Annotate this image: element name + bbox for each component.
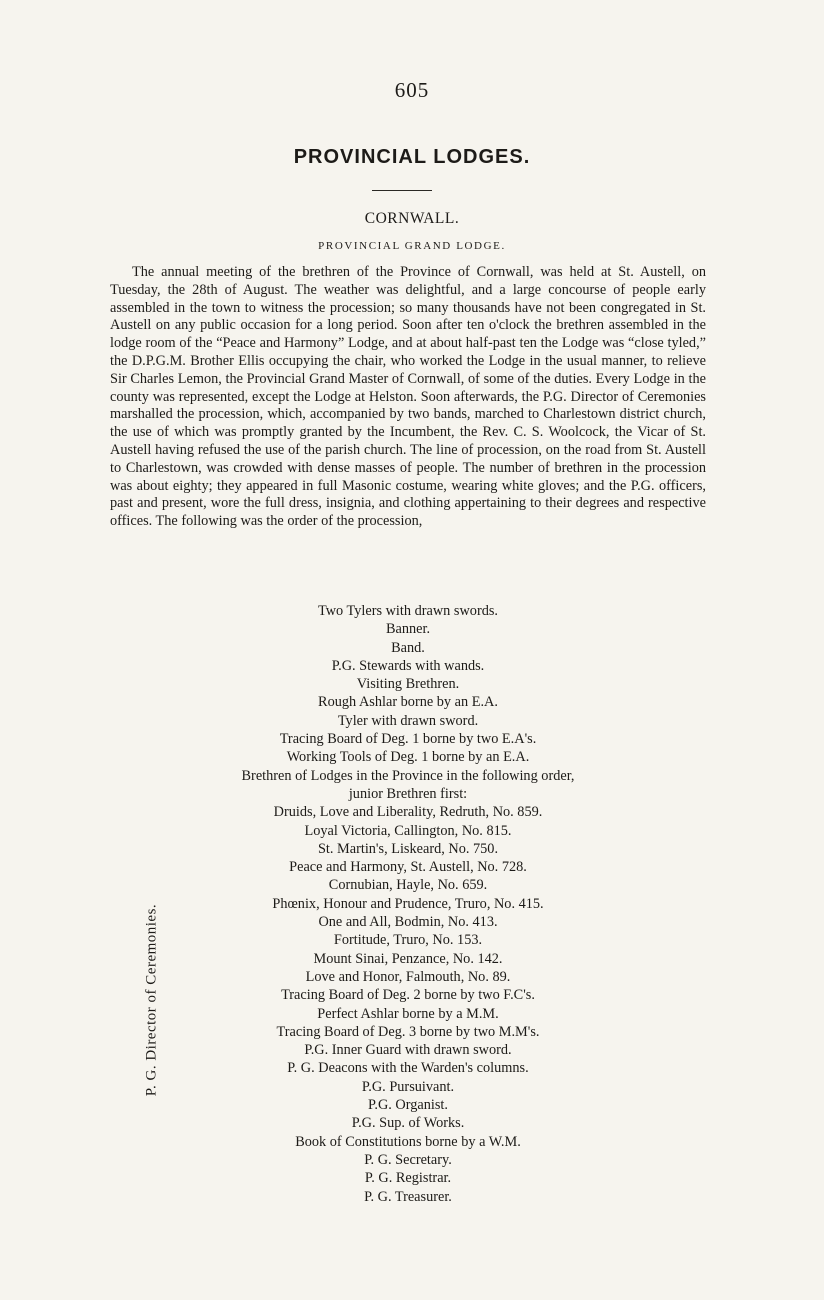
procession-item: Peace and Harmony, St. Austell, No. 728. [289, 859, 527, 876]
lodge-heading: PROVINCIAL GRAND LODGE. [318, 240, 506, 252]
procession-item: Band. [391, 639, 425, 656]
procession-item: Tyler with drawn sword. [337, 712, 479, 729]
procession-item: Two Tylers with drawn swords. [317, 603, 498, 619]
procession-item: P.G. Organist. [368, 1097, 448, 1114]
procession-item: Cornubian, Hayle, No. 659. [328, 877, 488, 894]
procession-list [110, 602, 706, 1206]
procession-item: junior Brethren first: [348, 785, 468, 802]
procession-item: P.G. Inner Guard with drawn sword. [304, 1042, 512, 1059]
procession-item: Rough Ashlar borne by an E.A. [318, 694, 498, 711]
procession-item: Book of Constitutions borne by a W.M. [295, 1133, 521, 1150]
procession-item: P. G. Deacons with the Warden's columns. [287, 1060, 529, 1077]
procession-item: P.G. Sup. of Works. [351, 1115, 465, 1132]
procession-item: Loyal Victoria, Callington, No. 815. [304, 822, 512, 839]
procession-item: One and All, Bodmin, No. 413. [318, 914, 498, 931]
title-rule [372, 190, 432, 191]
procession-item: Perfect Ashlar borne by a M.M. [317, 1005, 499, 1022]
procession-item: Druids, Love and Liberality, Redruth, No. 859. [273, 804, 543, 821]
procession-item: Working Tools of Deg. 1 borne by an E.A. [286, 749, 530, 766]
procession-item: P. G. Registrar. [364, 1170, 452, 1187]
county-heading: CORNWALL. [364, 210, 460, 227]
procession-item: St. Martin's, Liskeard, No. 750. [317, 840, 499, 857]
procession-item: Tracing Board of Deg. 1 borne by two E.A's. [279, 731, 537, 748]
side-label: P. G. Director of Ceremonies. [143, 903, 160, 1097]
procession-item: Tracing Board of Deg. 3 borne by two M.M's. [276, 1023, 540, 1040]
section-title: PROVINCIAL LODGES. [293, 146, 531, 168]
page-number: 605 [394, 78, 430, 102]
procession-item: P. G. Treasurer. [364, 1188, 452, 1205]
procession-item: Visiting Brethren. [356, 676, 460, 693]
procession-item: Fortitude, Truro, No. 153. [333, 932, 483, 949]
procession-item: P.G. Stewards with wands. [331, 657, 485, 674]
procession-item: P. G. Secretary. [364, 1151, 452, 1168]
procession-item: Tracing Board of Deg. 2 borne by two F.C's. [281, 987, 535, 1004]
procession-item: P.G. Pursuivant. [361, 1078, 455, 1095]
procession-item: Phœnix, Honour and Prudence, Truro, No. 415. [272, 895, 544, 912]
body-paragraph: The annual meeting of the brethren of the Province of Cornwall, was held at St. Austell, on Tuesday, the 28th of August. The weather was delightful, and a large concourse of people early assembled in the town to witness the procession; so many thousands have not been congregated in St. Austell on any public occasion for a long period. Soon after ten o'clock the brethren assembled in the lodge room of the “Peace and Harmony” Lodge, and at about half-past ten the Lodge was “close tyled,” the D.P.G.M. Brother Ellis occupying the chair, who worked the Lodge in the usual manner, to relieve Sir Charles Lemon, the Provincial Grand Master of Cornwall, of some of the duties. Every Lodge in the county was represented, except the Lodge at Helston. Soon afterwards, the P.G. Director of Ceremonies marshalled the procession, which, accompanied by two bands, marched to Charlestown district church, the use of which was promptly granted by the Incumbent, the Rev. C. S. Woolcock, the Vicar of St. Austell having refused the use of the parish church. The line of procession, on the road from St. Austell to Charlestown, was crowded with dense masses of people. The number of brethren in the procession was about eighty; they appeared in full Masonic costume, wearing white gloves; and the P.G. officers, past and present, wore the full dress, insignia, and clothing appertaining to their degrees and respective offices. The following was the order of the procession, [110, 264, 706, 530]
procession-item: Love and Honor, Falmouth, No. 89. [305, 968, 511, 985]
procession-item: Mount Sinai, Penzance, No. 142. [313, 950, 503, 967]
procession-item: Brethren of Lodges in the Province in the following order, [241, 767, 575, 784]
procession-item: Banner. [385, 621, 431, 638]
